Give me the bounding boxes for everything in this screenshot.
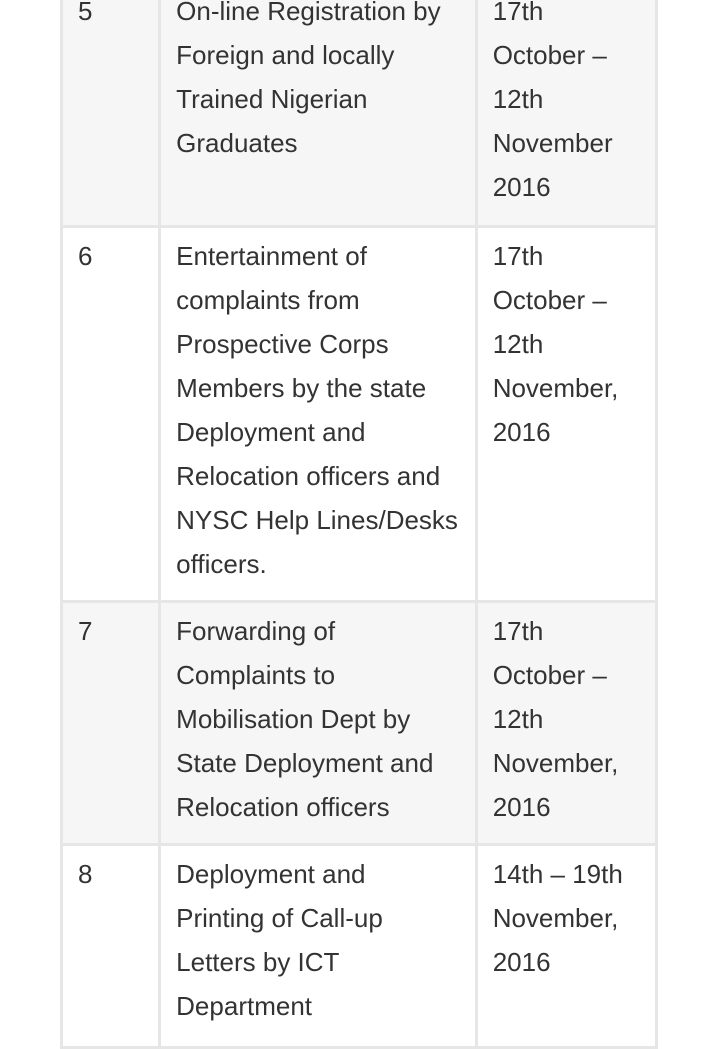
row-number-cell: [63, 0, 158, 225]
table-row: [63, 603, 655, 843]
date-text: 17th October – 12th November, 2016: [492, 616, 619, 822]
row-number: 6: [78, 241, 93, 271]
row-number-cell: [63, 846, 158, 1046]
date-cell: [478, 0, 655, 225]
activity-text: Forwarding of Complaints to Mobilisation Dept by State Deployment and Relocation officers: [176, 616, 434, 822]
date-cell: [478, 603, 655, 843]
date-cell: [478, 228, 655, 600]
activity-cell: [161, 228, 475, 600]
date-text: 14th – 19th November, 2016: [492, 859, 623, 977]
table-row: [63, 846, 655, 1046]
activity-text: On-line Registration by Foreign and locally Trained Nigerian Graduates: [176, 0, 441, 158]
row-number: 8: [78, 859, 93, 889]
schedule-table: [60, 0, 658, 1049]
row-number-cell: [63, 228, 158, 600]
row-number: 5: [78, 0, 93, 26]
activity-text: Deployment and Printing of Call-up Letters by ICT Department: [176, 859, 383, 1021]
activity-text: Entertainment of complaints from Prospective Corps Members by the state Deployment and Relocation officers and NYSC Help Lines/Desks officers.: [176, 241, 458, 579]
table-row: [63, 228, 655, 600]
row-number-cell: [63, 603, 158, 843]
row-number: 7: [78, 616, 93, 646]
activity-cell: [161, 846, 475, 1046]
table-row: [63, 0, 655, 225]
date-text: 17th October – 12th November, 2016: [492, 241, 619, 447]
activity-cell: [161, 603, 475, 843]
activity-cell: [161, 0, 475, 225]
date-text: 17th October – 12th November 2016: [492, 0, 613, 202]
date-cell: [478, 846, 655, 1046]
